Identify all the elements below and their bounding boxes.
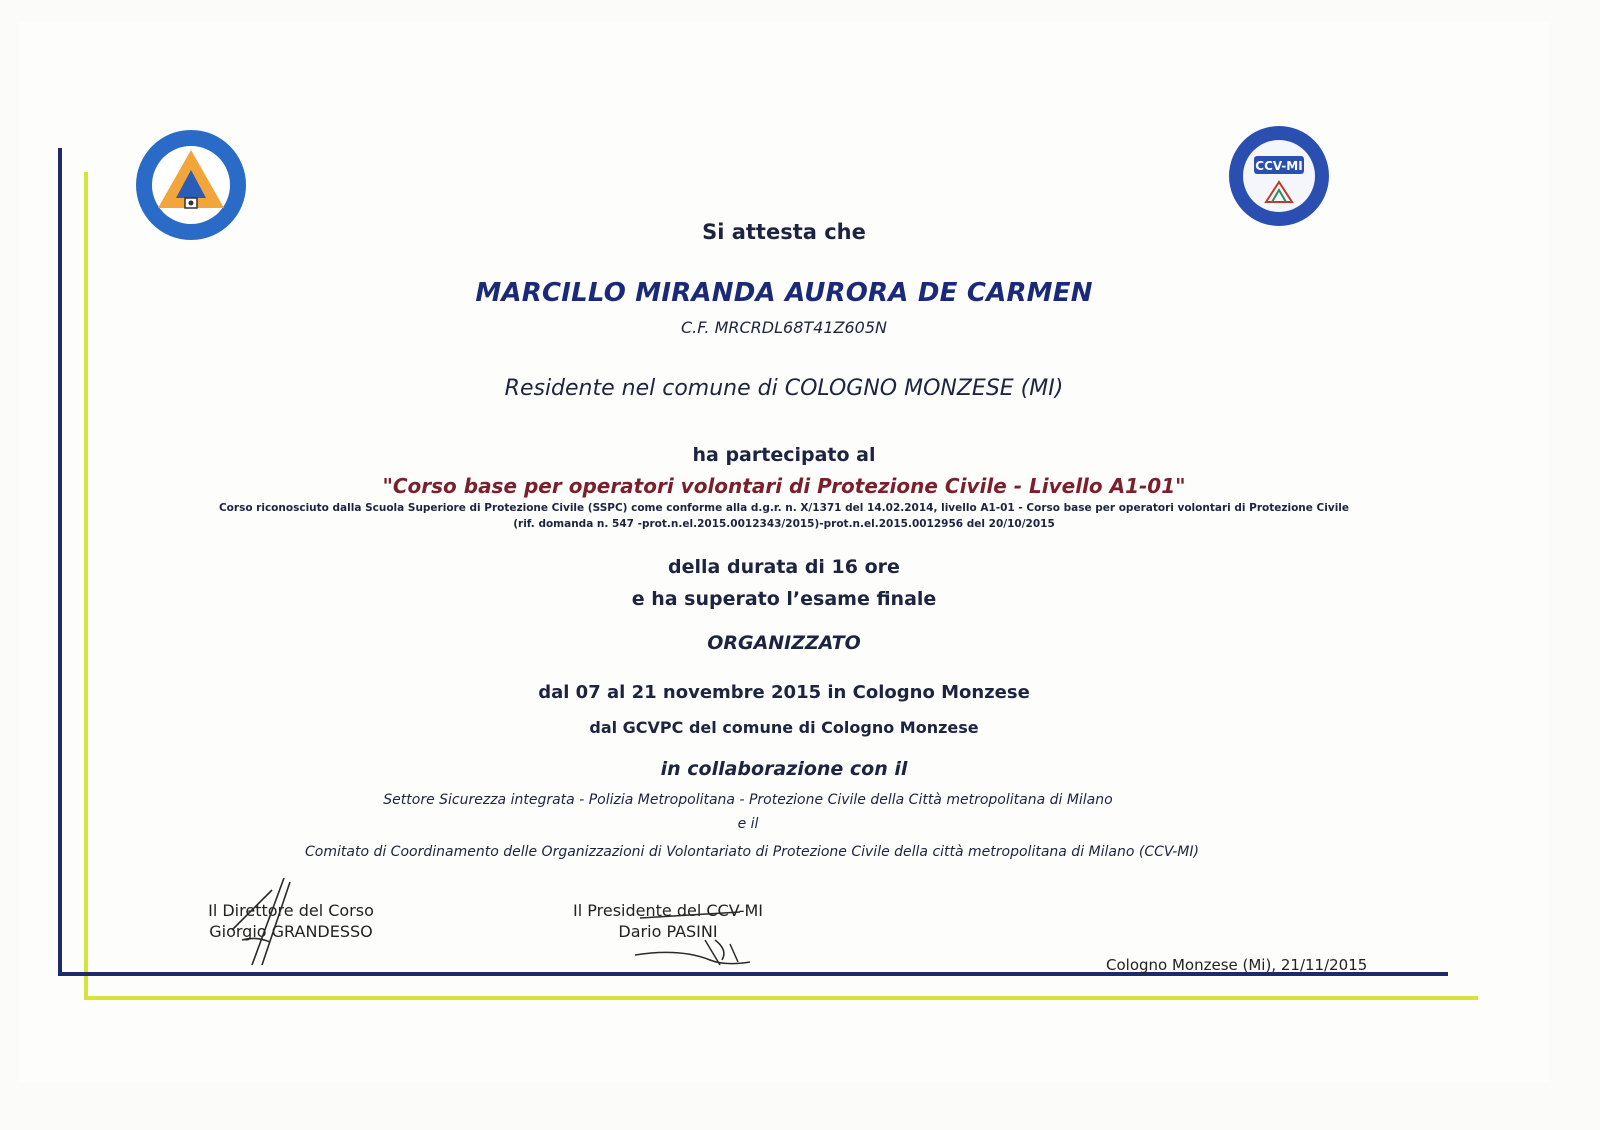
- partner-2-text: Comitato di Coordinamento delle Organizzazioni di Volontariato di Protezione Civile della città metropolitana di Milano (CCV-MI): [305, 844, 1199, 860]
- collaboration-text: in collaborazione con il: [660, 758, 908, 780]
- recipient-name: MARCILLO MIRANDA AURORA DE CARMEN: [475, 278, 1093, 308]
- intro-text: Si attesta che: [702, 220, 866, 244]
- organizer-text: dal GCVPC del comune di Cologno Monzese: [589, 718, 979, 737]
- president-role: Il Presidente del CCV-MI: [573, 901, 763, 920]
- tax-code: C.F. MRCRDL68T41Z605N: [681, 318, 887, 337]
- course-title: "Corso base per operatori volontari di Protezione Civile - Livello A1-01": [382, 474, 1186, 498]
- course-recognition-line-1: Corso riconosciuto dalla Scuola Superiore di Protezione Civile (SSPC) come conforme alla d.g.r. n. X/1371 del 14.02.2014, livello A1-01 - Corso base per operatori volontari di Protezione Civile: [218, 502, 1350, 514]
- president-signature: [610, 910, 760, 970]
- course-recognition-line-2: (rif. domanda n. 547 -prot.n.el.2015.0012343/2015)-prot.n.el.2015.0012956 del 20/10/2015: [513, 518, 1055, 530]
- director-name: Giorgio GRANDESSO: [209, 922, 373, 941]
- ccv-mi-logo-text: CCV-MI: [1255, 159, 1303, 173]
- president-signature-block: [550, 900, 786, 942]
- director-signature: [212, 870, 302, 970]
- director-role: Il Direttore del Corso: [208, 901, 374, 920]
- residence-text: Residente nel comune di COLOGNO MONZESE (MI): [504, 376, 1064, 401]
- ccv-mi-logo: [1222, 126, 1336, 226]
- participated-text: ha partecipato al: [692, 444, 876, 466]
- partner-1-text: Settore Sicurezza integrata - Polizia Metropolitana - Protezione Civile della Città metropolitana di Milano: [383, 792, 1113, 808]
- and-text: e il: [737, 816, 759, 832]
- organized-text: ORGANIZZATO: [707, 632, 861, 654]
- dates-text: dal 07 al 21 novembre 2015 in Cologno Monzese: [538, 682, 1030, 703]
- bottom-yellow-border: [84, 996, 1478, 1000]
- president-name: Dario PASINI: [618, 922, 718, 941]
- director-signature-block: [176, 900, 406, 942]
- duration-text: della durata di 16 ore: [668, 556, 900, 578]
- place-date: Cologno Monzese (Mi), 21/11/2015: [1106, 956, 1368, 974]
- exam-text: e ha superato l’esame finale: [631, 588, 937, 610]
